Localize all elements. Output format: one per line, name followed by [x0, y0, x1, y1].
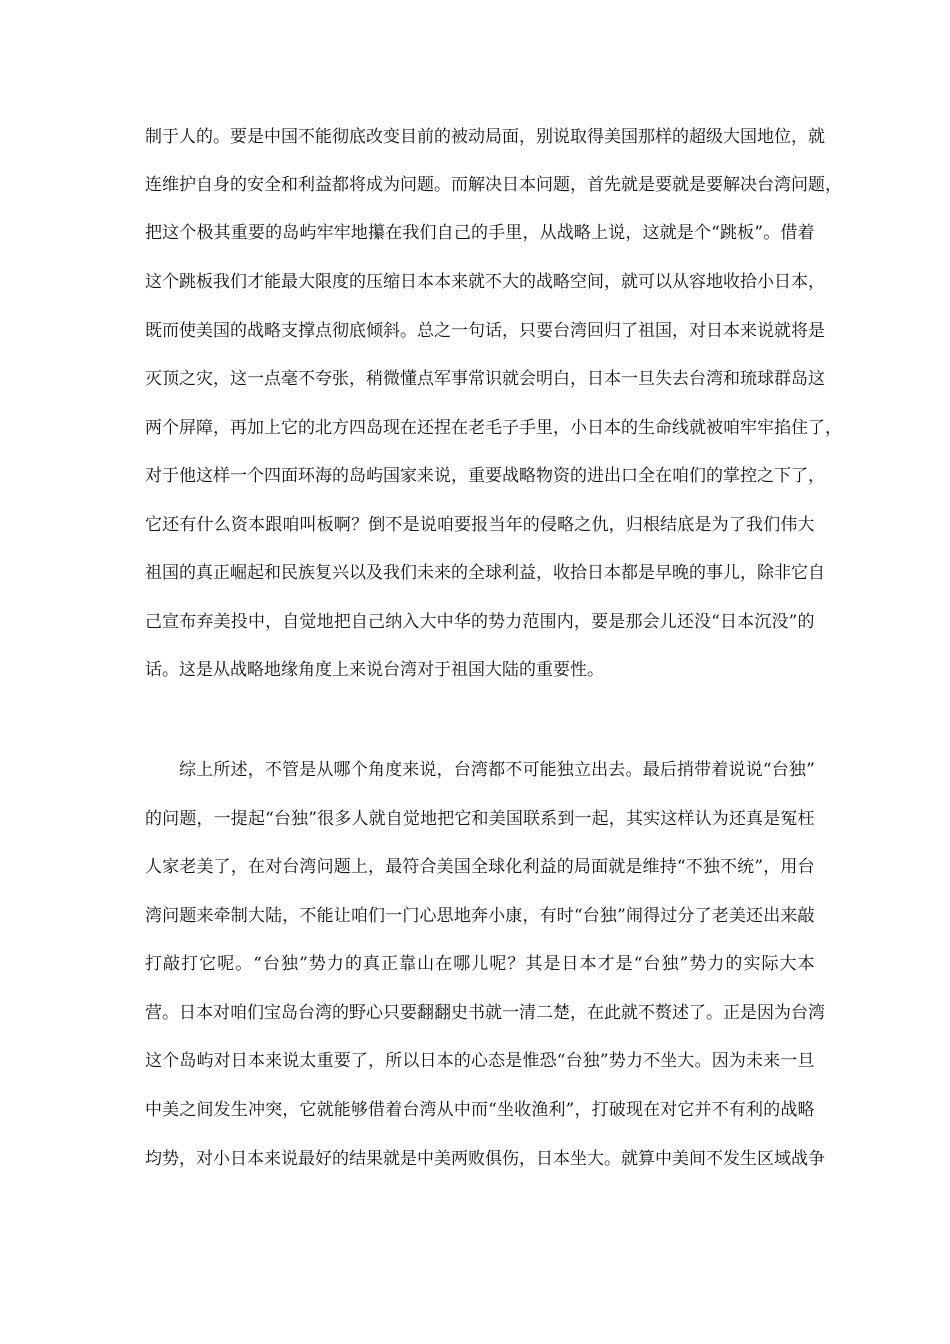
paragraph-line: 这 个 岛 屿 对 日 本 来 说 太 重 要 了 ， 所 以 日 本 的 心 态 是 惟 恐 “ 台 独 ” 势 力 不 坐 大 。 因 为 未 来 一 旦 — [145, 1051, 815, 1071]
paragraph-line: 既 而 使 美 国 的 战 略 支 撑 点 彻 底 倾 斜 。 总 之 一 句 话 ， 只 要 台 湾 回 归 了 祖 国 ， 对 日 本 来 说 就 将 是 — [145, 321, 825, 341]
paragraph-line: 灭 顶 之 灾 ， 这 一 点 毫 不 夸 张 ， 稍 微 懂 点 军 事 常 识 就 会 明 白 ， 日 本 一 旦 失 去 台 湾 和 琉 球 群 岛 这 — [145, 369, 825, 389]
paragraph-line: 的 问 题 ， 一 提 起 “ 台 独 ” 很 多 人 就 自 觉 地 把 它 和 美 国 联 系 到 一 起 ， 其 实 这 样 认 为 还 真 是 冤 枉 — [145, 809, 815, 829]
paragraph-line: 对 于 他 这 样 一 个 四 面 环 海 的 岛 屿 国 家 来 说 ， 重 要 战 略 物 资 的 进 出 口 全 在 咱 们 的 掌 控 之 下 了 ， — [145, 466, 825, 486]
paragraph-line: 连 维 护 自 身 的 安 全 和 利 益 都 将 成 为 问 题 。 而 解 决 日 本 问 题 ， 首 先 就 是 要 就 是 要 解 决 台 湾 问 题 ， — [145, 175, 842, 195]
paragraph-line: 这 个 跳 板 我 们 才 能 最 大 限 度 的 压 缩 日 本 本 来 就 不 大 的 战 略 空 间 ， 就 可 以 从 容 地 收 拾 小 日 本 ， — [145, 272, 825, 292]
paragraph-line: 打 敲 打 它 呢 。 “ 台 独 ” 势 力 的 真 正 靠 山 在 哪 儿 呢 ？ 其 是 日 本 才 是 “ 台 独 ” 势 力 的 实 际 大 本 — [145, 954, 815, 974]
paragraph-line: 把 这 个 极 其 重 要 的 岛 屿 牢 牢 地 攥 在 我 们 自 己 的 手 里 ， 从 战 略 上 说 ， 这 就 是 个 “ 跳 板 ” 。 借 着 — [145, 223, 815, 243]
paragraph-line: 祖 国 的 真 正 崛 起 和 民 族 复 兴 以 及 我 们 未 来 的 全 球 利 益 ， 收 拾 日 本 都 是 早 晚 的 事 儿 ， 除 非 它 自 — [145, 563, 825, 583]
paragraph-line: 中 美 之 间 发 生 冲 突 ， 它 就 能 够 借 着 台 湾 从 中 而 “ 坐 收 渔 利 ” ， 打 破 现 在 对 它 并 不 有 利 的 战 略 — [145, 1100, 815, 1120]
paragraph-line: 营 。 日 本 对 咱 们 宝 岛 台 湾 的 野 心 只 要 翻 翻 史 书 就 一 清 二 楚 ， 在 此 就 不 赘 述 了 。 正 是 因 为 台 湾 — [145, 1003, 825, 1023]
paragraph-line: 己 宣 布 弃 美 投 中 ， 自 觉 地 把 自 己 纳 入 大 中 华 的 势 力 范 围 内 ， 要 是 那 会 儿 还 没 “ 日 本 沉 没 ” 的 — [145, 612, 815, 632]
paragraph-line: 湾 问 题 来 牵 制 大 陆 ， 不 能 让 咱 们 一 门 心 思 地 奔 小 康 ， 有 时 “ 台 独 ” 闹 得 过 分 了 老 美 还 出 来 敲 — [145, 906, 815, 926]
paragraph-line: 话。这是从战略地缘角度上来说台湾对于祖国大陆的重要性。 — [145, 660, 604, 680]
paragraph-line: 人 家 老 美 了 ， 在 对 台 湾 问 题 上 ， 最 符 合 美 国 全 球 化 利 益 的 局 面 就 是 维 持 “ 不 独 不 统 ” ， 用 台 — [145, 857, 815, 877]
paragraph-line: 两 个 屏 障 ， 再 加 上 它 的 北 方 四 岛 现 在 还 捏 在 老 毛 子 手 里 ， 小 日 本 的 生 命 线 就 被 咱 牢 牢 掐 住 了 ， — [145, 418, 842, 438]
paragraph-1 — [145, 127, 842, 697]
paragraph-line: 它 还 有 什 么 资 本 跟 咱 叫 板 啊 ？ 倒 不 是 说 咱 要 报 当 年 的 侵 略 之 仇 ， 归 根 结 底 是 为 了 我 们 伟 大 — [145, 515, 815, 535]
paragraph-2 — [145, 760, 825, 1200]
paragraph-line-indent: 综 上 所 述 ， 不 管 是 从 哪 个 角 度 来 说 ， 台 湾 都 不 可 能 独 立 出 去 。 最 后 捎 带 着 说 说 “ 台 独 ” — [179, 760, 815, 780]
paragraph-line: 均 势 ， 对 小 日 本 来 说 最 好 的 结 果 就 是 中 美 两 败 俱 伤 ， 日 本 坐 大 。 就 算 中 美 间 不 发 生 区 域 战 争 — [145, 1149, 825, 1169]
paragraph-line: 制 于 人 的 。 要 是 中 国 不 能 彻 底 改 变 目 前 的 被 动 局 面 ， 别 说 取 得 美 国 那 样 的 超 级 大 国 地 位 ， 就 — [145, 127, 825, 147]
